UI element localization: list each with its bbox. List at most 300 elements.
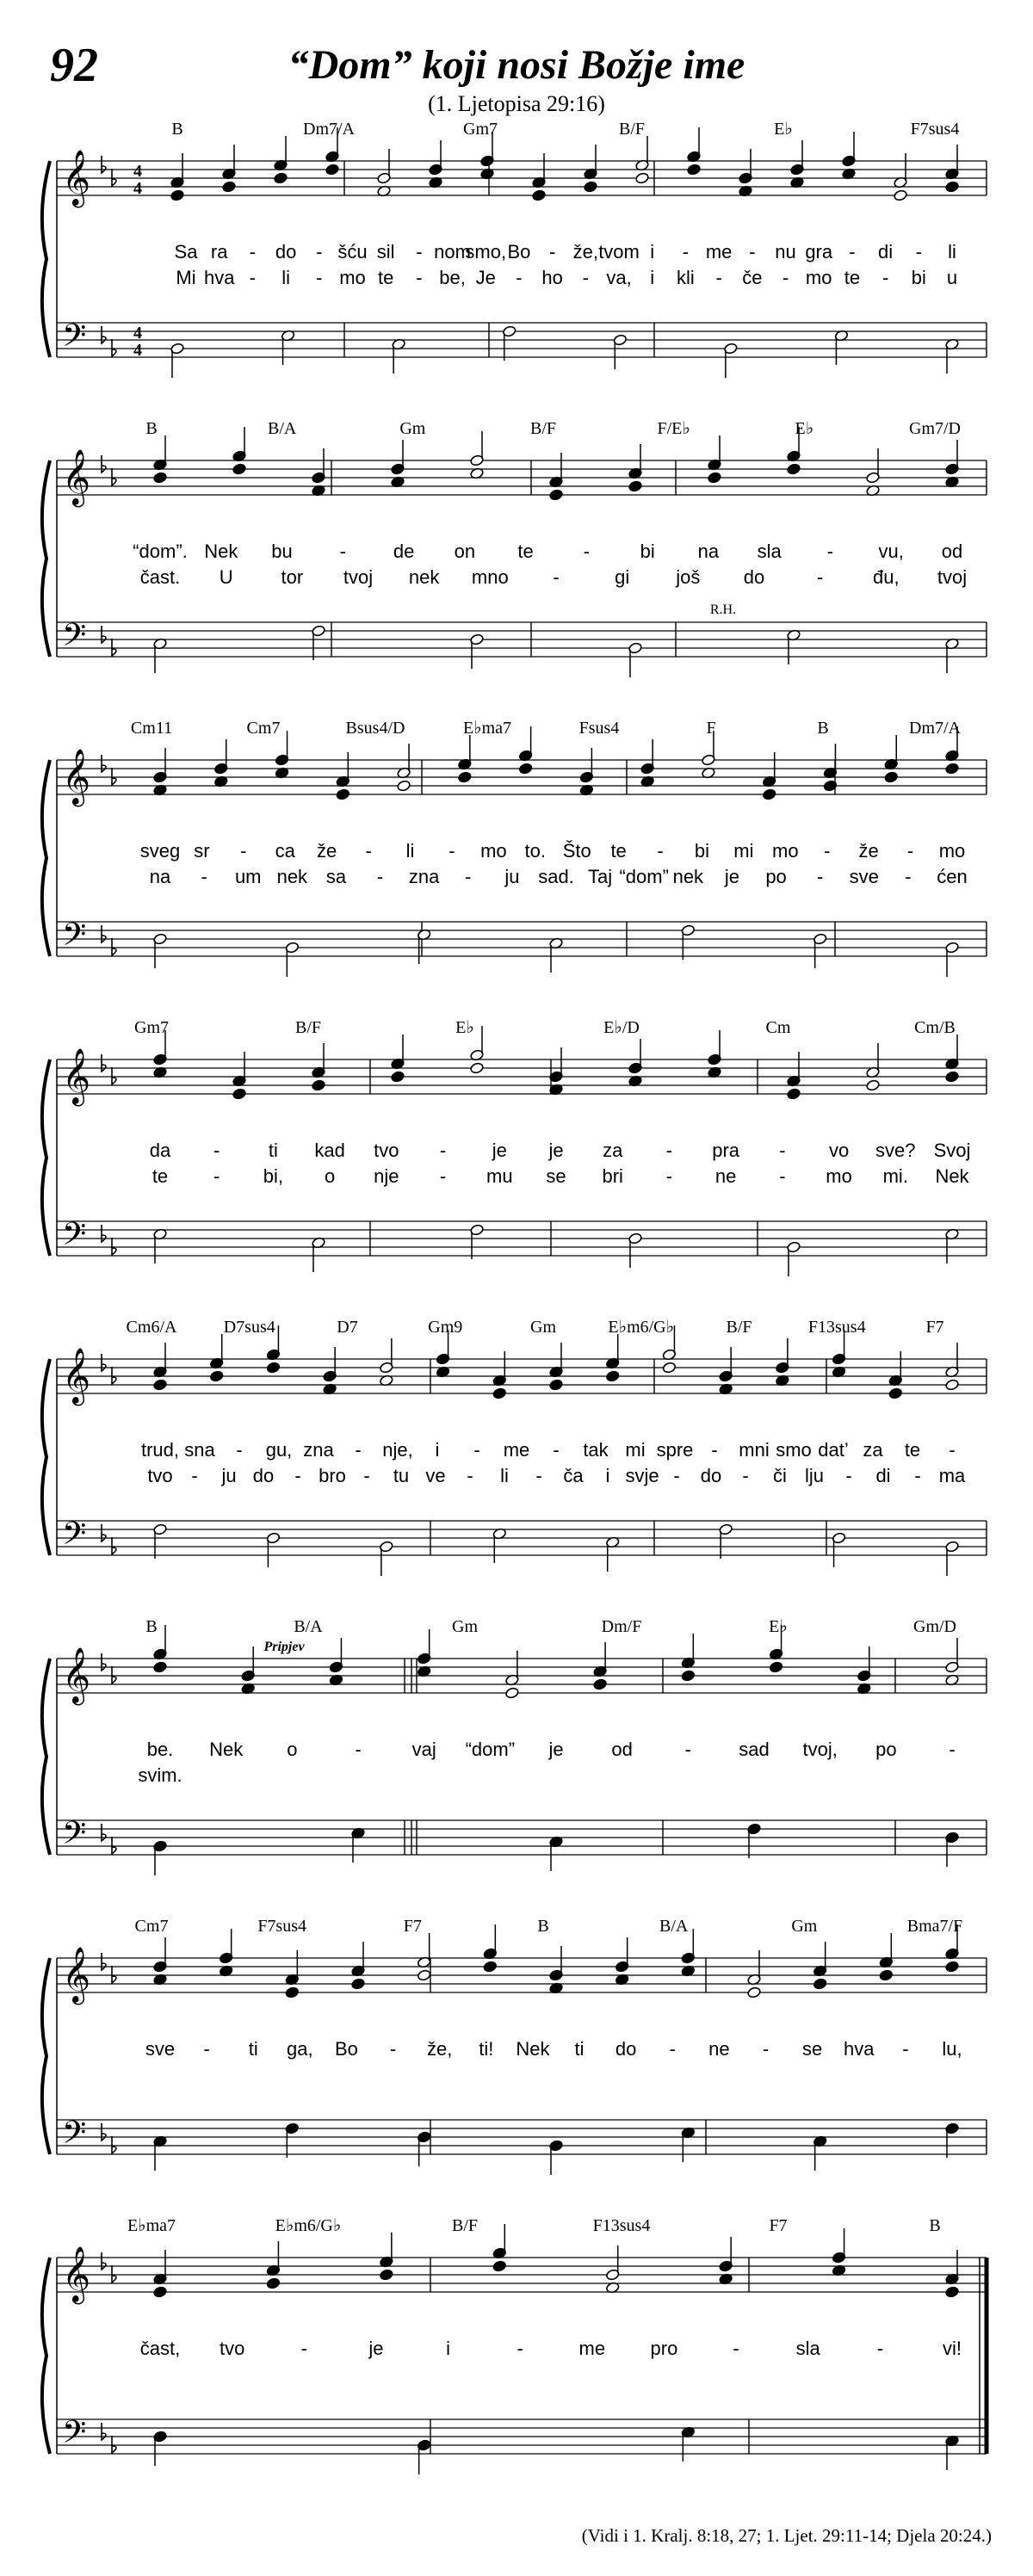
lyric-verse-2: te [152, 1165, 169, 1187]
lyric-verse-1: me [503, 1439, 530, 1461]
lyric-verse-2: Je [475, 267, 496, 288]
chord-symbol: Gm7 [463, 120, 498, 139]
note-head [417, 1969, 431, 1981]
flat-sign [112, 1837, 116, 1854]
lyric-verse-1: - [915, 241, 922, 263]
bass-clef-icon: 𝄢 [62, 917, 87, 961]
note-head [312, 1079, 326, 1091]
lyric-verse-1: - [339, 541, 346, 562]
lyric-verse-1: trud, [140, 1439, 180, 1461]
chord-symbol: B/F [294, 1018, 322, 1037]
lyric-verse-2: nek [408, 566, 440, 588]
lyric-verse-1: mi [625, 1439, 646, 1461]
lyric-verse-2: - [535, 1465, 542, 1486]
lyric-verse-1: - [355, 1439, 362, 1461]
time-signature: 4 [133, 341, 142, 360]
lyric-verse-1: to. [524, 840, 547, 862]
lyric-verse-1: lu, [942, 2038, 962, 2060]
lyric-verse-2: - [905, 866, 912, 887]
note-head [769, 1661, 783, 1673]
flat-sign [102, 2252, 106, 2270]
lyric-verse-1: smo [776, 1439, 812, 1461]
lyric-verse-2: hva [203, 267, 235, 288]
flat-sign [102, 755, 106, 772]
note-head [747, 1986, 762, 1998]
chord-symbol: F7sus4 [910, 120, 960, 139]
chord-symbol: Cm [765, 1018, 791, 1037]
lyric-verse-1: na [697, 541, 720, 562]
flat-sign [112, 2136, 116, 2153]
lyric-verse-2: do [252, 1465, 275, 1486]
lyric-verse-1: vi! [943, 2338, 962, 2359]
lyric-verse-1: spre [656, 1439, 694, 1461]
lyric-verse-1: Nek [209, 1739, 244, 1760]
lyric-verse-1: že [858, 840, 879, 862]
lyric-verse-2: zna [408, 866, 440, 887]
lyric-verse-2: svje [625, 1465, 659, 1486]
lyric-verse-2: - [881, 267, 889, 288]
chord-symbol: Gm9 [428, 1318, 463, 1337]
flat-sign [102, 626, 106, 643]
chord-symbol: E♭ [455, 1018, 474, 1037]
flat-sign [112, 639, 116, 656]
lyric-verse-1: že [317, 840, 337, 862]
lyric-verse-1: tak [583, 1439, 609, 1461]
lyric-verse-2: i [605, 1465, 610, 1486]
scripture-reference: (1. Ljetopisa 29:16) [428, 91, 605, 116]
lyric-verse-2: - [914, 1465, 921, 1486]
flat-sign [112, 1367, 116, 1384]
note-head [380, 2269, 394, 2281]
lyric-verse-1: te [904, 1439, 921, 1461]
lyric-verse-1: - [665, 1140, 673, 1161]
lyric-verse-1: je [548, 1739, 564, 1760]
lyric-verse-1: “dom”. [133, 541, 188, 562]
lyric-verse-2: ma [938, 1465, 966, 1486]
note-head [708, 472, 722, 484]
system-3 [42, 719, 987, 977]
lyric-verse-2: sad. [538, 866, 574, 887]
lyric-verse-1: Što [562, 840, 591, 862]
lyric-verse-1: - [669, 2038, 676, 2060]
note-head [628, 480, 643, 492]
lyric-verse-1: - [448, 840, 455, 862]
note-head [153, 472, 168, 484]
flat-sign [112, 1966, 116, 1983]
footer-cross-reference: (Vidi i 1. Kralj. 8:18, 27; 1. Ljet. 29:11-14; Djela 20:24.) [581, 2525, 992, 2546]
system-2 [42, 419, 987, 677]
lyric-verse-1: že, [427, 2038, 453, 2060]
lyric-verse-1: pro [650, 2338, 678, 2359]
lyric-verse-2: mu [486, 1165, 513, 1187]
note-head [635, 172, 650, 184]
chord-symbol: Gm [399, 419, 426, 438]
lyric-verse-1: - [516, 2338, 523, 2359]
lyric-verse-1: o [287, 1739, 298, 1760]
system-5 [42, 1318, 987, 1576]
lyric-verse-2: te [844, 267, 861, 288]
chord-symbol: E♭ma7 [127, 2216, 176, 2235]
system-7 [42, 1917, 987, 2175]
lyric-verse-1: i [650, 241, 655, 263]
refrain-marking: Pripjev [263, 1640, 305, 1654]
lyric-verse-2: Mi [176, 267, 196, 288]
lyric-verse-2: do [700, 1465, 722, 1486]
lyric-verse-1: ti [268, 1140, 278, 1161]
flat-sign [102, 1953, 106, 1970]
lyric-verse-1: me [578, 2338, 606, 2359]
lyric-verse-1: tvo [219, 2338, 245, 2359]
flat-sign [102, 1225, 106, 1242]
lyric-verse-1: ga, [287, 2038, 313, 2060]
note-head [336, 788, 350, 800]
lyric-verse-1: te [610, 840, 627, 862]
lyric-verse-2: be, [439, 267, 466, 288]
lyric-verse-2: lju [804, 1465, 825, 1486]
time-signature: 4 [133, 162, 142, 181]
note-head [787, 463, 801, 475]
lyric-verse-2: je [724, 866, 740, 887]
note-head [470, 1062, 485, 1074]
brace [42, 460, 50, 657]
lyric-verse-2: ju [504, 866, 520, 887]
lyric-verse-2: va, [606, 267, 632, 288]
note-head [549, 1379, 564, 1391]
treble-clef-icon: 𝄞 [62, 1947, 91, 2003]
chord-symbol: D7sus4 [223, 1318, 275, 1337]
lyric-verse-2: - [213, 1165, 220, 1187]
lyric-verse-1: di [878, 241, 894, 263]
lyric-verse-2: se [546, 1165, 566, 1187]
lyric-verse-2: bi, [263, 1165, 284, 1187]
brace [42, 760, 50, 956]
song-number: 92 [50, 39, 98, 92]
lyric-verse-1: Bo [335, 2038, 358, 2060]
brace [42, 1958, 50, 2154]
note-head [681, 1670, 696, 1682]
flat-sign [102, 326, 106, 343]
lyric-verse-2: mo [826, 1165, 852, 1187]
lyric-verse-1: Svoj [933, 1140, 971, 1161]
flat-sign [112, 339, 116, 356]
lyric-verse-1: je [492, 1140, 507, 1161]
bass-clef-icon: 𝄢 [62, 2115, 87, 2159]
lyric-verse-2: tvoj [937, 566, 968, 588]
lyric-verse-1: i [446, 2338, 450, 2359]
flat-sign [112, 169, 116, 186]
lyric-verse-2: čast. [139, 566, 181, 588]
chord-symbol: B [817, 719, 829, 738]
note-head [492, 1387, 507, 1399]
chord-symbol: E♭m6/G♭ [608, 1318, 675, 1337]
system-6 [42, 1617, 987, 1875]
lyric-verse-1: ti! [479, 2038, 494, 2060]
lyric-verse-1: - [902, 2038, 909, 2060]
note-head [945, 1961, 960, 1973]
lyric-verse-2: - [673, 1465, 680, 1486]
lyric-verse-2: - [416, 267, 423, 288]
flat-sign [112, 2436, 116, 2453]
note-head [888, 1387, 903, 1399]
lyric-verse-2: o [325, 1165, 336, 1187]
chord-symbol: B/F [726, 1318, 752, 1337]
chord-symbol: E♭ma7 [462, 719, 512, 738]
brace [42, 161, 50, 357]
lyric-verse-2: če [742, 267, 763, 288]
note-head [593, 1678, 608, 1690]
lyric-verse-2: mo [339, 267, 366, 288]
bass-clef-icon: 𝄢 [62, 1516, 87, 1560]
lyric-verse-2: ćen [937, 866, 968, 887]
lyric-verse-1: vu, [878, 541, 904, 562]
note-head [687, 164, 702, 176]
lyric-verse-2: - [191, 1465, 198, 1486]
flat-sign [102, 455, 106, 473]
treble-clef-icon: 𝄞 [62, 749, 91, 805]
lyric-verse-1: mo [938, 840, 966, 862]
lyric-verse-1: Sa [174, 241, 198, 263]
note-head [153, 1661, 168, 1673]
flat-sign [102, 925, 106, 942]
lyric-verse-2: - [582, 267, 590, 288]
lyric-verse-2: gi [615, 566, 630, 588]
lyric-verse-1: tvo [374, 1140, 399, 1161]
lyric-verse-2: - [715, 267, 722, 288]
chord-symbol: B/A [267, 419, 297, 438]
flat-sign [102, 1524, 106, 1541]
chord-symbol: Cm7 [246, 719, 281, 738]
lyric-verse-1: - [711, 1439, 718, 1461]
lyric-verse-1: mni [739, 1439, 770, 1461]
lyric-verse-2: sa [325, 866, 347, 887]
lyric-verse-2: nek [276, 866, 308, 887]
lyric-verse-1: gu, [265, 1439, 293, 1461]
note-head [274, 172, 288, 184]
note-head [945, 1071, 960, 1083]
time-signature: 4 [133, 179, 142, 198]
chord-symbol: B [145, 1617, 158, 1636]
lyric-verse-1: - [824, 840, 831, 862]
chord-symbol: B/F [451, 2216, 479, 2235]
flat-sign [102, 2423, 106, 2440]
brace [42, 1059, 50, 1256]
lyric-verse-1: nom [434, 241, 471, 263]
lyric-verse-2: ča [563, 1465, 584, 1486]
lyric-verse-2: do [743, 566, 765, 588]
note-head [532, 189, 547, 201]
lyric-verse-2: - [782, 267, 789, 288]
lyric-verse-2: - [779, 1165, 786, 1187]
lyric-verse-1: li [405, 840, 415, 862]
flat-sign [112, 938, 116, 955]
chord-symbol: E♭ [769, 1617, 788, 1636]
chord-symbol: Cm/B [914, 1018, 956, 1037]
chord-symbol: E♭m6/G♭ [275, 2216, 342, 2235]
lyric-verse-2: nje [374, 1165, 399, 1187]
lyric-verse-2: na [149, 866, 171, 887]
lyric-verse-1: - [906, 840, 914, 862]
lyric-verse-2: di [875, 1465, 891, 1486]
lyric-verse-1: - [213, 1140, 220, 1161]
lyric-verse-1: nu [775, 241, 796, 263]
lyric-verse-1: sla [795, 2338, 820, 2359]
lyric-verse-1: od [941, 541, 963, 562]
brace [42, 1659, 50, 1855]
chord-symbol: F7sus4 [257, 1917, 307, 1936]
note-head [866, 1079, 881, 1091]
note-head [483, 1961, 498, 1973]
system-4 [42, 1018, 987, 1276]
lyric-verse-2: kli [677, 267, 695, 288]
lyric-verse-1: - [389, 2038, 397, 2060]
chord-symbol: F13sus4 [807, 1318, 866, 1337]
lyric-verse-1: tvom [598, 241, 640, 263]
chord-symbol: Dm7/A [303, 120, 355, 139]
lyric-verse-2: ho [541, 267, 563, 288]
treble-clef-icon: 𝄞 [62, 1048, 91, 1104]
bass-clef-icon: 𝄢 [62, 1216, 87, 1260]
lyric-verse-2: - [376, 866, 384, 887]
flat-sign [102, 1653, 106, 1671]
lyric-verse-1: ti [574, 2038, 585, 2060]
lyric-verse-1: mi [733, 840, 754, 862]
note-head [391, 1071, 405, 1083]
chord-symbol: Gm7 [134, 1018, 169, 1037]
flat-sign [102, 1354, 106, 1371]
lyric-verse-1: - [203, 2038, 210, 2060]
lyric-verse-1: ne [708, 2038, 730, 2060]
lyric-verse-2: tvo [147, 1465, 173, 1486]
chord-symbol: B/A [659, 1917, 689, 1936]
lyric-verse-1: za [863, 1439, 883, 1461]
lyric-verse-2: nek [672, 866, 704, 887]
lyric-verse-1: - [949, 1439, 956, 1461]
treble-clef-icon: 𝄞 [62, 150, 91, 206]
lyric-verse-2: - [553, 566, 560, 588]
lyric-verse-1: - [439, 1140, 447, 1161]
flat-sign [112, 1666, 116, 1683]
lyric-verse-1: se [802, 2038, 823, 2060]
note-head [945, 2286, 960, 2298]
lyric-verse-2: - [294, 1465, 301, 1486]
lyric-verse-1: dat’ [818, 1439, 849, 1461]
note-head [397, 780, 411, 792]
lyric-verse-2: mi. [882, 1165, 908, 1187]
note-head [209, 1370, 224, 1382]
lyric-verse-1: - [316, 241, 323, 263]
chord-symbol: D7 [337, 1318, 358, 1337]
right-hand-marking: R.H. [709, 602, 737, 617]
note-head [518, 763, 533, 775]
flat-sign [112, 1537, 116, 1554]
lyric-verse-1: bu [271, 541, 293, 562]
lyric-verse-2: U [219, 566, 233, 588]
lyric-verse-1: hva [844, 2038, 875, 2060]
system-1 [42, 120, 987, 378]
lyric-verse-2: tu [393, 1465, 410, 1486]
lyric-verse-1: - [548, 241, 556, 263]
note-head [584, 181, 598, 193]
lyric-verse-1: sr [194, 840, 210, 862]
lyric-verse-2: ju [221, 1465, 237, 1486]
flat-sign [112, 1238, 116, 1255]
lyric-verse-1: pra [712, 1140, 740, 1161]
lyric-verse-1: li [948, 241, 956, 263]
lyric-verse-1: - [733, 2338, 739, 2359]
note-head [884, 771, 899, 783]
note-head [762, 788, 776, 800]
note-head [266, 2277, 281, 2289]
lyric-verse-2: - [845, 1465, 852, 1486]
chord-symbol: B [537, 1917, 549, 1936]
chord-symbol: Gm/D [913, 1617, 956, 1636]
lyric-verse-1: - [236, 1439, 243, 1461]
system-8 [42, 2216, 987, 2474]
chord-symbol: F/E♭ [657, 419, 690, 438]
note-head [153, 1379, 168, 1391]
flat-sign [102, 2123, 106, 2140]
lyric-verse-2: Taj [588, 866, 613, 887]
lyric-verse-1: i [435, 1439, 440, 1461]
lyric-verse-1: sve? [875, 1140, 916, 1161]
lyric-verse-2: još [676, 566, 701, 588]
lyric-verse-1: je [368, 2338, 384, 2359]
lyric-verse-1: on [454, 541, 476, 562]
lyric-verse-1: - [583, 541, 591, 562]
lyric-verse-2: bro [319, 1465, 346, 1486]
lyric-verse-1: - [826, 541, 834, 562]
lyric-verse-1: sve [145, 2038, 176, 2060]
lyric-verse-1: nje, [382, 1439, 413, 1461]
lyric-verse-2: li [281, 267, 290, 288]
chord-symbol: B/F [529, 419, 557, 438]
note-head [170, 189, 185, 201]
lyric-verse-2: u [946, 267, 958, 288]
lyric-verse-1: šću [337, 241, 368, 263]
brace [42, 1359, 50, 1555]
lyric-verse-1: - [749, 241, 756, 263]
lyric-verse-1: do [615, 2038, 637, 2060]
lyric-verse-2: či [773, 1465, 787, 1486]
lyric-verse-2: svim. [138, 1764, 182, 1786]
lyric-verse-1: vo [828, 1140, 850, 1161]
treble-clef-icon: 𝄞 [62, 1348, 91, 1404]
chord-symbol: F [706, 719, 716, 738]
lyric-verse-2: - [465, 866, 472, 887]
brace [42, 2258, 50, 2454]
lyric-verse-1: ca [275, 840, 295, 862]
note-head [232, 1088, 247, 1100]
lyric-verse-2: Nek [935, 1165, 969, 1187]
lyric-verse-2: te [377, 267, 394, 288]
flat-sign [102, 1054, 106, 1072]
lyric-verse-1: te [517, 541, 534, 562]
flat-sign [112, 768, 116, 785]
note-head [458, 771, 473, 783]
chord-symbol: Cm7 [134, 1917, 169, 1936]
treble-clef-icon: 𝄞 [62, 1647, 91, 1703]
chord-symbol: F13sus4 [592, 2216, 651, 2235]
lyric-verse-1: Nek [516, 2038, 550, 2060]
chord-symbol: Bma7/F [906, 1917, 963, 1936]
chord-symbol: B [145, 419, 158, 438]
note-head [894, 189, 908, 201]
lyric-verse-1: kad [314, 1140, 345, 1161]
chord-symbol: Gm [452, 1617, 478, 1636]
chord-symbol: E♭ [795, 419, 814, 438]
bass-clef-icon: 𝄢 [62, 617, 87, 661]
chord-symbol: Gm [791, 1917, 818, 1936]
